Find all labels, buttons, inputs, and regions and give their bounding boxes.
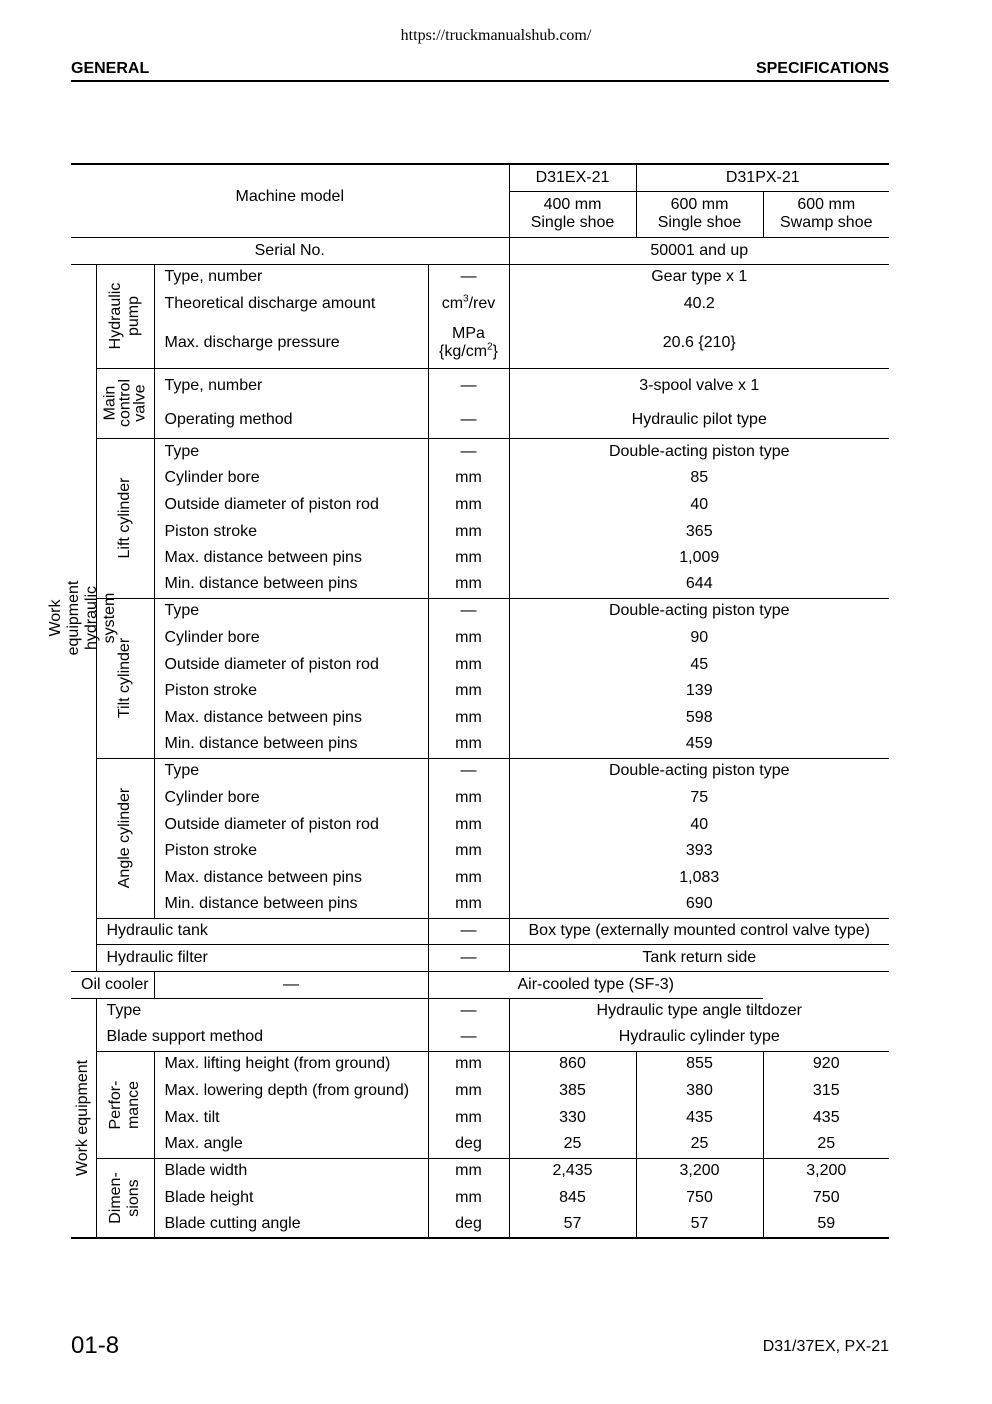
- pump-pressure-unit: MPa $\{kg/cm^2\}$: [428, 318, 509, 368]
- dim-cut-px-swamp: 59: [763, 1211, 889, 1238]
- header-section-general: GENERAL: [71, 60, 150, 77]
- perf-tilt-label: Max. tilt: [154, 1104, 428, 1131]
- angle-maxpin-unit: mm: [428, 864, 509, 891]
- tilt-rod-row: [71, 651, 889, 678]
- perf-lower-row: [71, 1077, 889, 1104]
- angle-minpin-label: Min. distance between pins: [154, 891, 428, 918]
- angle-minpin-value: 690: [509, 891, 889, 918]
- lift-bore-label: Cylinder bore: [154, 465, 428, 491]
- dim-height-unit: mm: [428, 1184, 509, 1211]
- header-section-specifications: SPECIFICATIONS: [755, 60, 889, 77]
- machine-model-label: Machine model: [71, 164, 509, 237]
- perf-lift-px-swamp: 920: [812, 1055, 840, 1073]
- lift-maxpin-row: [71, 545, 889, 571]
- pump-pressure-label: Max. discharge pressure: [154, 318, 428, 368]
- group-dimensions: Dimen- sions: [96, 1158, 154, 1238]
- angle-maxpin-value: 1,083: [679, 868, 720, 886]
- pump-discharge-label: Theoretical discharge amount: [154, 290, 428, 318]
- dim-width-px-single: 3,200: [636, 1158, 763, 1184]
- dim-height-label: Blade height: [154, 1184, 428, 1211]
- perf-tilt-ex: 330: [509, 1104, 636, 1131]
- angle-bore-label: Cylinder bore: [154, 784, 428, 811]
- lift-type-unit: —: [428, 438, 509, 465]
- perf-lower-px-swamp: 315: [812, 1081, 840, 1099]
- tilt-stroke-row: [71, 678, 889, 704]
- perf-lower-ex: 385: [509, 1077, 636, 1104]
- perf-angle-row: [71, 1131, 889, 1158]
- angle-rod-unit: mm: [428, 811, 509, 838]
- perf-angle-px-swamp: 25: [763, 1131, 889, 1158]
- perf-angle-label: Max. angle: [154, 1131, 428, 1158]
- valve-operating-label: Operating method: [154, 403, 428, 438]
- pump-type-unit: —: [428, 264, 509, 290]
- perf-angle-unit: deg: [428, 1131, 509, 1158]
- group-work-equipment: Work equipment: [71, 998, 96, 1238]
- angle-minpin-row: [71, 891, 889, 918]
- dim-width-px-swamp: 3,200: [806, 1162, 847, 1180]
- tank-label: Hydraulic tank: [96, 918, 428, 944]
- lift-minpin-unit: mm: [428, 571, 509, 598]
- lift-type-label: Type: [154, 438, 428, 465]
- dim-height-ex: 845: [509, 1184, 636, 1211]
- tilt-type-value: Double-acting piston type: [608, 602, 790, 620]
- angle-bore-unit: mm: [428, 784, 509, 811]
- perf-lower-unit: mm: [428, 1077, 509, 1104]
- angle-type-label: Type: [154, 758, 428, 784]
- dim-width-ex: 2,435: [509, 1158, 636, 1184]
- angle-stroke-unit: mm: [428, 838, 509, 864]
- valve-type-label: Type, number: [154, 368, 428, 403]
- angle-type-value: Double-acting piston type: [608, 762, 790, 780]
- serial-value: 50001 and up: [509, 237, 889, 264]
- tilt-maxpin-value: 598: [685, 708, 713, 726]
- lift-rod-value: 40: [690, 495, 709, 513]
- angle-stroke-label: Piston stroke: [154, 838, 428, 864]
- lift-bore-row: [71, 465, 889, 491]
- angle-stroke-row: [71, 838, 889, 864]
- perf-lift-ex: 860: [509, 1051, 636, 1077]
- pump-type-label: Type, number: [154, 264, 428, 290]
- valve-operating-row: [71, 403, 889, 438]
- filter-row: [71, 944, 889, 971]
- model-d31px: D31PX-21: [636, 164, 889, 191]
- perf-lift-row: [71, 1051, 889, 1077]
- dim-height-px-single: 750: [636, 1184, 763, 1211]
- tilt-rod-unit: mm: [428, 651, 509, 678]
- dim-cut-ex: 57: [509, 1211, 636, 1238]
- tilt-bore-unit: mm: [428, 624, 509, 651]
- tilt-maxpin-row: [71, 704, 889, 731]
- angle-rod-label: Outside diameter of piston rod: [154, 811, 428, 838]
- perf-tilt-px-swamp: 435: [812, 1108, 840, 1126]
- perf-angle-px-single: 25: [636, 1131, 763, 1158]
- angle-minpin-unit: mm: [428, 891, 509, 918]
- specifications-table: [47, 163, 889, 1239]
- valve-operating-unit: —: [428, 403, 509, 438]
- filter-value: Tank return side: [509, 944, 889, 971]
- perf-lower-label: Max. lowering depth (from ground): [154, 1077, 428, 1104]
- blade-support-unit: —: [428, 1024, 509, 1051]
- shoe-600-single: 600 mm Single shoe: [636, 191, 763, 237]
- perf-tilt-row: [71, 1104, 889, 1131]
- dim-width-unit: mm: [428, 1158, 509, 1184]
- lift-rod-unit: mm: [428, 491, 509, 518]
- cooler-label: Oil cooler: [71, 971, 154, 998]
- model-d31ex: D31EX-21: [509, 164, 636, 191]
- pump-discharge-value: 40.2: [683, 295, 715, 312]
- tilt-bore-value: 90: [690, 628, 709, 646]
- lift-minpin-label: Min. distance between pins: [154, 571, 428, 598]
- group-hydraulic-pump: Hydraulic pump: [96, 264, 154, 368]
- lift-minpin-value: 644: [509, 571, 889, 598]
- tilt-rod-value: 45: [690, 655, 709, 673]
- machine-model-row: [71, 164, 889, 191]
- tilt-minpin-value: 459: [509, 731, 889, 758]
- tank-row: [71, 918, 889, 944]
- dim-height-row: [71, 1184, 889, 1211]
- lift-type-row: [71, 438, 889, 465]
- lift-bore-value: 85: [690, 469, 709, 486]
- filter-unit: —: [428, 944, 509, 971]
- perf-lower-px-single: 380: [636, 1077, 763, 1104]
- lift-bore-unit: mm: [428, 465, 509, 491]
- angle-maxpin-row: [71, 864, 889, 891]
- valve-type-unit: —: [428, 368, 509, 403]
- lift-rod-label: Outside diameter of piston rod: [154, 491, 428, 518]
- perf-lift-px-single: 855: [636, 1051, 763, 1077]
- tilt-minpin-row: [71, 731, 889, 758]
- dim-height-px-swamp: 750: [812, 1188, 840, 1206]
- pump-type-value: Gear type x 1: [651, 268, 748, 286]
- pump-discharge-row: [71, 290, 889, 318]
- tilt-bore-row: [71, 624, 889, 651]
- group-main-control-valve: Main control valve: [96, 368, 154, 438]
- tank-unit: —: [428, 918, 509, 944]
- we-type-row: [71, 998, 889, 1024]
- dim-width-label: Blade width: [154, 1158, 428, 1184]
- tilt-maxpin-label: Max. distance between pins: [154, 704, 428, 731]
- lift-maxpin-value: 1,009: [679, 549, 720, 566]
- blade-support-row: [71, 1024, 889, 1051]
- lift-maxpin-label: Max. distance between pins: [154, 545, 428, 571]
- tilt-stroke-unit: mm: [428, 678, 509, 704]
- lift-stroke-label: Piston stroke: [154, 518, 428, 545]
- lift-maxpin-unit: mm: [428, 545, 509, 571]
- page-header: [71, 60, 889, 82]
- group-work-equipment-hydraulic-system: Work equipment hydraulic system: [71, 264, 96, 971]
- lift-type-value: Double-acting piston type: [608, 442, 790, 460]
- angle-rod-row: [71, 811, 889, 838]
- dim-cut-label: Blade cutting angle: [154, 1211, 428, 1238]
- dim-width-row: [71, 1158, 889, 1184]
- we-type-label: Type: [96, 998, 428, 1024]
- cooler-row: [71, 971, 889, 998]
- footer-page-number: 01-8: [71, 1332, 120, 1359]
- pump-pressure-value: 20.6 {210}: [509, 318, 889, 368]
- lift-stroke-row: [71, 518, 889, 545]
- perf-angle-ex: 25: [509, 1131, 636, 1158]
- pump-discharge-unit: $cm^3$/rev: [428, 290, 509, 318]
- blade-support-label: Blade support method: [96, 1024, 428, 1051]
- perf-tilt-px-single: 435: [636, 1104, 763, 1131]
- lift-minpin-row: [71, 571, 889, 598]
- group-performance: Perfor- mance: [96, 1051, 154, 1158]
- angle-maxpin-label: Max. distance between pins: [154, 864, 428, 891]
- tilt-maxpin-unit: mm: [428, 704, 509, 731]
- dim-cut-px-single: 57: [636, 1211, 763, 1238]
- tilt-minpin-unit: mm: [428, 731, 509, 758]
- group-tilt-cylinder: Tilt cylinder: [96, 598, 154, 758]
- source-url: https://truckmanualshub.com/: [400, 27, 592, 44]
- valve-operating-value: Hydraulic pilot type: [509, 403, 889, 438]
- cooler-value: Air-cooled type (SF-3): [428, 971, 763, 998]
- pump-type-row: [71, 264, 889, 290]
- angle-rod-value: 40: [690, 815, 709, 833]
- blade-support-value: Hydraulic cylinder type: [509, 1024, 889, 1051]
- tilt-type-row: [71, 598, 889, 624]
- group-angle-cylinder: Angle cylinder: [96, 758, 154, 918]
- lift-stroke-value: 365: [685, 522, 713, 540]
- angle-bore-value: 75: [690, 788, 709, 806]
- dim-cut-unit: deg: [428, 1211, 509, 1238]
- cooler-unit: —: [154, 971, 428, 998]
- we-type-unit: —: [428, 998, 509, 1024]
- we-type-value: Hydraulic type angle tiltdozer: [596, 1002, 802, 1020]
- perf-tilt-unit: mm: [428, 1104, 509, 1131]
- tank-value: Box type (externally mounted control valve type): [509, 918, 889, 944]
- valve-type-row: [71, 368, 889, 403]
- tilt-type-unit: —: [428, 598, 509, 624]
- perf-lift-label: Max. lifting height (from ground): [154, 1051, 428, 1077]
- serial-row: [71, 237, 889, 264]
- tilt-type-label: Type: [154, 598, 428, 624]
- shoe-400-single: 400 mm Single shoe: [509, 191, 636, 237]
- angle-type-unit: —: [428, 758, 509, 784]
- tilt-minpin-label: Min. distance between pins: [154, 731, 428, 758]
- tilt-bore-label: Cylinder bore: [154, 624, 428, 651]
- angle-type-row: [71, 758, 889, 784]
- tilt-rod-label: Outside diameter of piston rod: [154, 651, 428, 678]
- perf-lift-unit: mm: [428, 1051, 509, 1077]
- lift-rod-row: [71, 491, 889, 518]
- footer-model: D31/37EX, PX-21: [762, 1338, 889, 1355]
- tilt-stroke-label: Piston stroke: [154, 678, 428, 704]
- filter-label: Hydraulic filter: [96, 944, 428, 971]
- dim-cut-row: [71, 1211, 889, 1238]
- valve-type-value: 3-spool valve x 1: [639, 376, 760, 394]
- pump-pressure-row: [71, 318, 889, 368]
- shoe-600-swamp: 600 mm Swamp shoe: [763, 191, 889, 237]
- angle-stroke-value: 393: [685, 842, 713, 859]
- group-lift-cylinder: Lift cylinder: [96, 438, 154, 598]
- tilt-stroke-value: 139: [685, 682, 713, 699]
- lift-stroke-unit: mm: [428, 518, 509, 545]
- serial-label: Serial No.: [71, 237, 509, 264]
- angle-bore-row: [71, 784, 889, 811]
